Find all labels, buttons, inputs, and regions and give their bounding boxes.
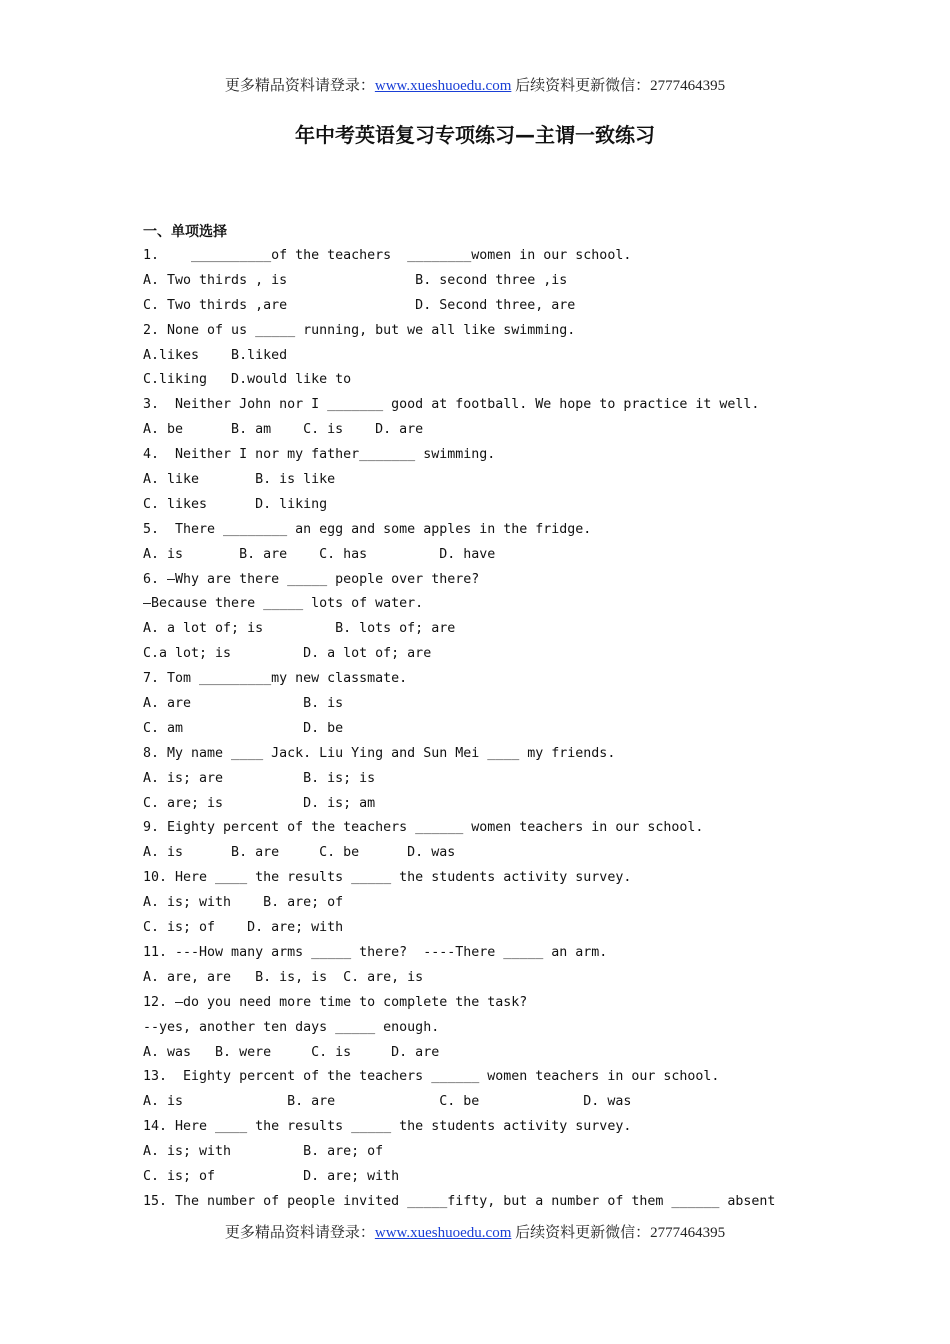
text-line: A. is B. are C. be D. was xyxy=(143,1094,632,1110)
text-line: A. is B. are C. be D. was xyxy=(143,845,456,861)
text-line: A. a lot of; is B. lots of; are xyxy=(143,621,456,637)
text-line: A. is; are B. is; is xyxy=(143,770,376,786)
text-line: C. is; of D. are; with xyxy=(143,920,344,936)
text-line: C.a lot; is D. a lot of; are xyxy=(143,646,432,662)
text-line: 2. None of us _____ running, but we all like swimming. xyxy=(143,322,576,338)
text-line: 15. The number of people invited _____fifty, but a number of them ______ absent xyxy=(143,1193,776,1209)
text-line: —Because there _____ lots of water. xyxy=(143,596,424,612)
header-prefix: 更多精品资料请登录： xyxy=(224,78,375,94)
footer-prefix: 更多精品资料请登录： xyxy=(224,1225,375,1241)
text-line: 6. —Why are there _____ people over there? xyxy=(143,571,480,587)
text-line: A. like B. is like xyxy=(143,472,336,488)
text-line: C. are; is D. is; am xyxy=(143,795,376,811)
text-line: 14. Here ____ the results _____ the students activity survey. xyxy=(143,1119,632,1135)
text-line: A. is B. are C. has D. have xyxy=(143,546,496,562)
text-line: 9. Eighty percent of the teachers ______ women teachers in our school. xyxy=(143,820,704,836)
text-line: C. am D. be xyxy=(143,720,344,736)
text-line: 12. —do you need more time to complete the task? xyxy=(143,994,528,1010)
text-line: A.likes B.liked xyxy=(143,347,288,363)
text-line: 13. Eighty percent of the teachers ______ women teachers in our school. xyxy=(143,1069,720,1085)
text-line: C. Two thirds ,are D. Second three, are xyxy=(143,297,576,313)
text-line: 3. Neither John nor I _______ good at football. We hope to practice it well. xyxy=(143,397,760,413)
text-line: 4. Neither I nor my father_______ swimming. xyxy=(143,447,496,463)
text-line: C. is; of D. are; with xyxy=(143,1168,400,1184)
website-link[interactable]: www.xueshuoedu.com xyxy=(374,1225,512,1241)
text-line: 5. There ________ an egg and some apples in the fridge. xyxy=(143,521,592,537)
page-header xyxy=(0,74,950,95)
text-line: A. is; with B. are; of xyxy=(143,1144,384,1160)
text-line: A. was B. were C. is D. are xyxy=(143,1044,440,1060)
website-link[interactable]: www.xueshuoedu.com xyxy=(374,78,512,94)
text-line: C.liking D.would like to xyxy=(143,372,352,388)
text-line: A. are B. is xyxy=(143,696,344,712)
text-line: 10. Here ____ the results _____ the students activity survey. xyxy=(143,870,632,886)
page-footer xyxy=(0,1221,950,1242)
section-title: 一、单项选择 xyxy=(143,224,227,240)
text-line: 8. My name ____ Jack. Liu Ying and Sun Mei ____ my friends. xyxy=(143,745,616,761)
text-line: C. likes D. liking xyxy=(143,496,328,512)
text-line: 1. __________of the teachers ________women in our school. xyxy=(143,248,632,263)
text-line: 11. ---How many arms _____ there? ----There _____ an arm. xyxy=(143,944,608,960)
text-line: A. are, are B. is, is C. are, is xyxy=(143,969,424,985)
question-list xyxy=(143,244,843,1215)
text-line: A. is; with B. are; of xyxy=(143,895,344,911)
text-line: A. be B. am C. is D. are xyxy=(143,422,424,438)
text-line: A. Two thirds , is B. second three ,is xyxy=(143,272,568,288)
text-line: --yes, another ten days _____ enough. xyxy=(143,1019,440,1035)
text-line: 7. Tom _________my new classmate. xyxy=(143,671,408,687)
header-suffix: 后续资料更新微信：2777464395 xyxy=(511,78,726,94)
footer-suffix: 后续资料更新微信：2777464395 xyxy=(511,1225,726,1241)
page-title: 年中考英语复习专项练习—主谓一致练习 xyxy=(295,123,655,147)
